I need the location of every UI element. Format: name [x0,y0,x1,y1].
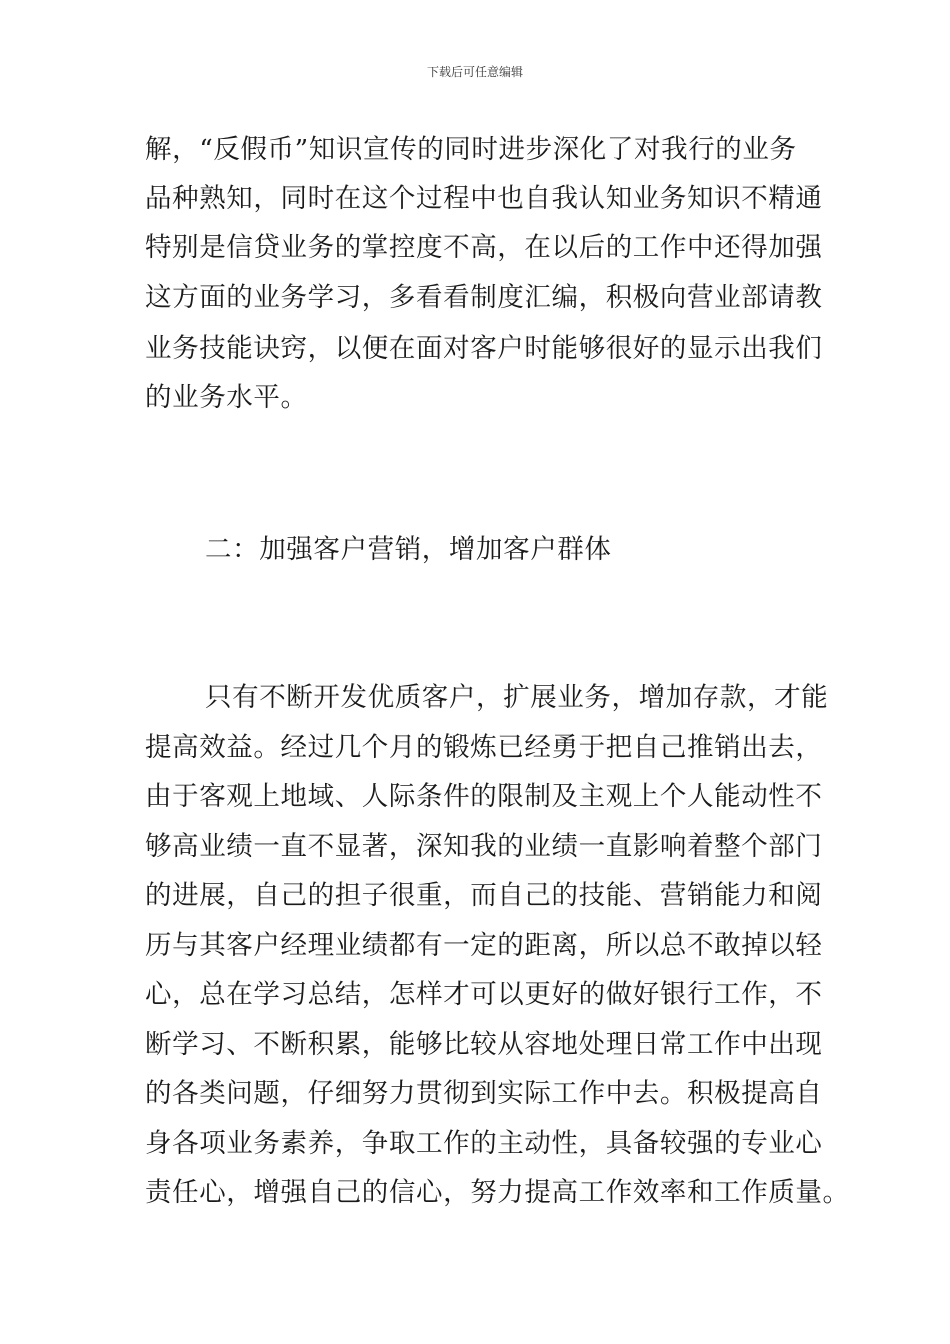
paragraph-line: 心，总在学习总结，怎样才可以更好的做好银行工作，不 [145,979,823,1010]
paragraph-line: 解，“反假币”知识宣传的同时进步深化了对我行的业务 [145,134,797,165]
paragraph-line: 提高效益。经过几个月的锻炼已经勇于把自己推销出去， [145,732,823,763]
page-header: 下载后可任意编辑 [426,65,523,79]
section-heading: 二：加强客户营销，增加客户群体 [205,534,612,565]
paragraph-line: 断学习、不断积累，能够比较从容地处理日常工作中出现 [145,1029,823,1060]
paragraph-line: 这方面的业务学习，多看看制度汇编，积极向营业部请教 [145,282,823,313]
paragraph-line: 只有不断开发优质客户，扩展业务，增加存款，才能 [205,682,829,713]
paragraph-line: 责任心，增强自己的信心，努力提高工作效率和工作质量。 [145,1177,850,1208]
paragraph-line: 的各类问题，仔细努力贯彻到实际工作中去。积极提高自 [145,1078,823,1109]
paragraph-line: 历与其客户经理业绩都有一定的距离，所以总不敢掉以轻 [145,930,823,961]
paragraph-line: 的进展，自己的担子很重，而自己的技能、营销能力和阅 [145,880,823,911]
paragraph-line: 业务技能诀窍，以便在面对客户时能够很好的显示出我们 [145,333,823,364]
paragraph-line: 身各项业务素养，争取工作的主动性，具备较强的专业心 [145,1128,823,1159]
paragraph-line: 由于客观上地域、人际条件的限制及主观上个人能动性不 [145,781,823,812]
paragraph-line: 够高业绩一直不显著，深知我的业绩一直影响着整个部门 [145,831,823,862]
paragraph-line: 品种熟知，同时在这个过程中也自我认知业务知识不精通 [145,183,823,214]
paragraph-line: 特别是信贷业务的掌控度不高，在以后的工作中还得加强 [145,232,823,263]
paragraph-line: 的业务水平。 [145,382,308,413]
